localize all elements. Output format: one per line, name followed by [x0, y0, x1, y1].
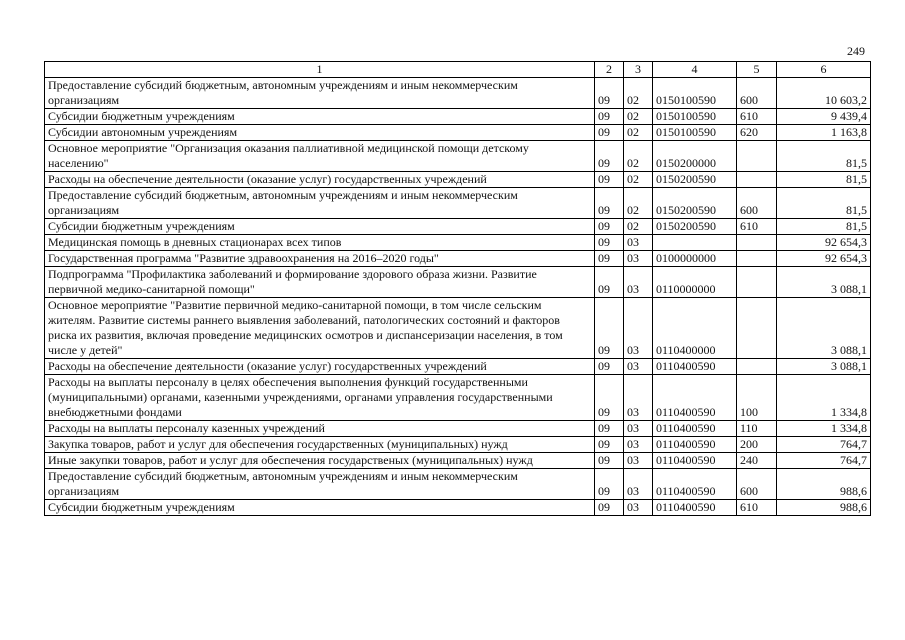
row-section: 09 [595, 500, 624, 516]
row-name: Подпрограмма "Профилактика заболеваний и формирование здорового образа жизни. Развитие первичной медико-санитарной помощи" [45, 267, 595, 298]
row-expense-type [737, 267, 777, 298]
table-row [45, 375, 871, 421]
row-target-article: 0150200000 [653, 141, 737, 172]
row-amount: 92 654,3 [777, 251, 871, 267]
row-target-article: 0150200590 [653, 219, 737, 235]
table-row [45, 437, 871, 453]
row-subsection: 03 [624, 453, 653, 469]
row-amount: 764,7 [777, 453, 871, 469]
table-row [45, 235, 871, 251]
row-section: 09 [595, 267, 624, 298]
row-section: 09 [595, 188, 624, 219]
page-number: 249 [847, 44, 865, 58]
row-subsection: 03 [624, 298, 653, 359]
column-header-3: 3 [624, 62, 653, 78]
row-name: Расходы на обеспечение деятельности (оказание услуг) государственных учреждений [45, 172, 595, 188]
column-header-6: 6 [777, 62, 871, 78]
row-section: 09 [595, 359, 624, 375]
row-section: 09 [595, 235, 624, 251]
row-target-article: 0110400590 [653, 453, 737, 469]
row-name: Основное мероприятие "Развитие первичной медико-санитарной помощи, в том числе сельским жителям. Развитие системы раннего выявления заболеваний, патологических состояний и факторов риска их развития, включая проведение медицинских осмотров и диспансеризации населения, в том числе у детей" [45, 298, 595, 359]
row-section: 09 [595, 375, 624, 421]
row-name: Субсидии бюджетным учреждениям [45, 109, 595, 125]
table-row [45, 141, 871, 172]
budget-table [44, 61, 871, 516]
table-row [45, 125, 871, 141]
row-section: 09 [595, 298, 624, 359]
row-subsection: 03 [624, 235, 653, 251]
row-subsection: 02 [624, 188, 653, 219]
column-header-1: 1 [45, 62, 595, 78]
table-row [45, 188, 871, 219]
table-row [45, 359, 871, 375]
row-target-article: 0110400590 [653, 437, 737, 453]
row-subsection: 02 [624, 78, 653, 109]
table-row [45, 500, 871, 516]
row-expense-type [737, 251, 777, 267]
row-amount: 988,6 [777, 500, 871, 516]
row-target-article: 0150100590 [653, 125, 737, 141]
row-target-article: 0150200590 [653, 172, 737, 188]
row-expense-type [737, 298, 777, 359]
table-row [45, 219, 871, 235]
row-subsection: 03 [624, 500, 653, 516]
row-name: Закупка товаров, работ и услуг для обеспечения государственных (муниципальных) нужд [45, 437, 595, 453]
row-section: 09 [595, 125, 624, 141]
row-expense-type: 600 [737, 469, 777, 500]
table-row [45, 109, 871, 125]
row-subsection: 03 [624, 469, 653, 500]
row-target-article: 0150100590 [653, 78, 737, 109]
header-row [45, 62, 871, 78]
row-section: 09 [595, 172, 624, 188]
row-section: 09 [595, 453, 624, 469]
row-amount: 1 163,8 [777, 125, 871, 141]
row-expense-type: 610 [737, 500, 777, 516]
column-header-5: 5 [737, 62, 777, 78]
row-name: Субсидии автономным учреждениям [45, 125, 595, 141]
table-row [45, 172, 871, 188]
row-expense-type: 200 [737, 437, 777, 453]
row-target-article: 0100000000 [653, 251, 737, 267]
row-name: Расходы на выплаты персоналу казенных учреждений [45, 421, 595, 437]
column-header-4: 4 [653, 62, 737, 78]
table-row [45, 267, 871, 298]
row-section: 09 [595, 469, 624, 500]
row-subsection: 03 [624, 375, 653, 421]
row-target-article: 0110400000 [653, 298, 737, 359]
row-subsection: 02 [624, 141, 653, 172]
row-target-article: 0110400590 [653, 500, 737, 516]
row-name: Субсидии бюджетным учреждениям [45, 500, 595, 516]
row-expense-type [737, 359, 777, 375]
row-amount: 1 334,8 [777, 421, 871, 437]
row-subsection: 02 [624, 219, 653, 235]
row-subsection: 02 [624, 125, 653, 141]
row-expense-type: 610 [737, 219, 777, 235]
row-expense-type [737, 172, 777, 188]
row-target-article: 0110400590 [653, 421, 737, 437]
row-subsection: 03 [624, 267, 653, 298]
row-subsection: 03 [624, 437, 653, 453]
table-row [45, 251, 871, 267]
row-subsection: 03 [624, 359, 653, 375]
row-section: 09 [595, 421, 624, 437]
row-subsection: 03 [624, 421, 653, 437]
row-amount: 81,5 [777, 219, 871, 235]
row-amount: 3 088,1 [777, 267, 871, 298]
row-name: Предоставление субсидий бюджетным, автономным учреждениям и иным некоммерческим организациям [45, 188, 595, 219]
row-name: Расходы на выплаты персоналу в целях обеспечения выполнения функций государственными (муниципальными) органами, казенными учреждениями, органами управления государственными внебюджетными фондами [45, 375, 595, 421]
row-section: 09 [595, 251, 624, 267]
row-section: 09 [595, 141, 624, 172]
row-amount: 10 603,2 [777, 78, 871, 109]
row-name: Субсидии бюджетным учреждениям [45, 219, 595, 235]
table-row [45, 298, 871, 359]
row-name: Иные закупки товаров, работ и услуг для обеспечения государственых (муниципальных) нужд [45, 453, 595, 469]
row-subsection: 02 [624, 109, 653, 125]
table-row [45, 453, 871, 469]
row-subsection: 02 [624, 172, 653, 188]
row-name: Основное мероприятие "Организация оказания паллиативной медицинской помощи детскому населению" [45, 141, 595, 172]
row-target-article: 0110400590 [653, 469, 737, 500]
row-expense-type [737, 235, 777, 251]
table-row [45, 421, 871, 437]
row-expense-type: 610 [737, 109, 777, 125]
row-amount: 3 088,1 [777, 359, 871, 375]
row-section: 09 [595, 437, 624, 453]
row-expense-type: 600 [737, 78, 777, 109]
row-target-article: 0150200590 [653, 188, 737, 219]
row-amount: 81,5 [777, 141, 871, 172]
row-name: Государственная программа "Развитие здравоохранения на 2016–2020 годы" [45, 251, 595, 267]
row-target-article: 0110400590 [653, 375, 737, 421]
row-section: 09 [595, 219, 624, 235]
row-target-article: 0150100590 [653, 109, 737, 125]
row-section: 09 [595, 78, 624, 109]
column-header-2: 2 [595, 62, 624, 78]
row-amount: 988,6 [777, 469, 871, 500]
row-amount: 764,7 [777, 437, 871, 453]
row-name: Предоставление субсидий бюджетным, автономным учреждениям и иным некоммерческим организациям [45, 78, 595, 109]
row-amount: 3 088,1 [777, 298, 871, 359]
row-target-article: 0110400590 [653, 359, 737, 375]
row-amount: 9 439,4 [777, 109, 871, 125]
table-row [45, 78, 871, 109]
row-expense-type: 240 [737, 453, 777, 469]
table-row [45, 469, 871, 500]
row-name: Предоставление субсидий бюджетным, автономным учреждениям и иным некоммерческим организациям [45, 469, 595, 500]
row-target-article [653, 235, 737, 251]
row-amount: 92 654,3 [777, 235, 871, 251]
row-expense-type: 100 [737, 375, 777, 421]
row-name: Расходы на обеспечение деятельности (оказание услуг) государственных учреждений [45, 359, 595, 375]
row-subsection: 03 [624, 251, 653, 267]
table-body [45, 78, 871, 516]
row-name: Медицинская помощь в дневных стационарах всех типов [45, 235, 595, 251]
row-amount: 81,5 [777, 172, 871, 188]
row-expense-type [737, 141, 777, 172]
row-amount: 1 334,8 [777, 375, 871, 421]
row-expense-type: 600 [737, 188, 777, 219]
row-target-article: 0110000000 [653, 267, 737, 298]
row-section: 09 [595, 109, 624, 125]
row-expense-type: 620 [737, 125, 777, 141]
row-amount: 81,5 [777, 188, 871, 219]
row-expense-type: 110 [737, 421, 777, 437]
